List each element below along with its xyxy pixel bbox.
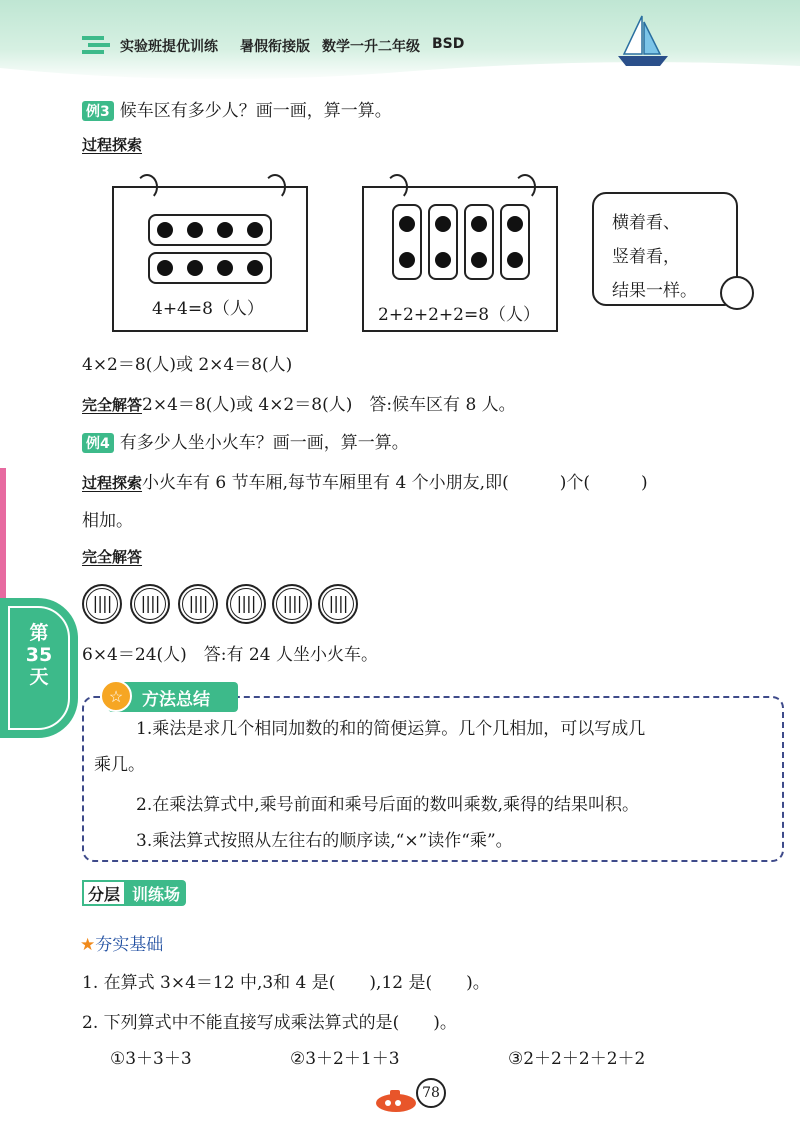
example3-answer-line (82, 390, 516, 415)
day-tab-label: 第35天 (25, 622, 53, 688)
tip-line-2: 竖着看， (612, 247, 680, 267)
board1-row-group-1 (148, 214, 272, 246)
passenger-group-coin: |||| (272, 584, 312, 624)
series-logo-icon (82, 34, 116, 54)
calendar-board-1 (112, 186, 308, 332)
person-dot (471, 252, 487, 268)
person-dot (507, 216, 523, 232)
board2-equation: 2+2+2+2=8（人） (378, 305, 541, 325)
board2-col-group (428, 204, 458, 280)
passenger-group-coin: |||| (130, 584, 170, 624)
person-dot (399, 252, 415, 268)
practice-section (80, 930, 163, 955)
practice-section-label: 夯实基础 (95, 935, 164, 955)
method-point-2: 2.在乘法算式中,乘号前面和乘号后面的数叫乘数,乘得的结果叫积。 (136, 795, 640, 815)
method-point-3: 3.乘法算式按照从左往右的顺序读,“×”读作“乘”。 (136, 831, 513, 851)
star-icon: ☆ (100, 680, 132, 712)
practice-title-a: 分层 (82, 880, 126, 906)
practice-title-b: 训练场 (126, 880, 186, 906)
passenger-group-coin: |||| (178, 584, 218, 624)
person-dot (157, 260, 173, 276)
example4-process-label: 过程探索 (82, 474, 143, 492)
tip-line-1: 横着看、 (612, 213, 680, 233)
example4-tag: 例4 (82, 433, 114, 453)
example3-question-line (82, 96, 392, 121)
header-wave (0, 50, 800, 90)
board2-ring-right (514, 174, 536, 200)
board2-col-group (500, 204, 530, 280)
board1-ring-left (136, 174, 158, 200)
person-dot (435, 216, 451, 232)
person-dot (399, 216, 415, 232)
person-dot (435, 252, 451, 268)
method-summary-title: 方法总结 (108, 682, 238, 712)
q2-option-3: ③2＋2＋2＋2＋2 (508, 1049, 646, 1069)
person-dot (217, 222, 233, 238)
header-publisher: BSD (432, 36, 465, 52)
board1-row-group-2 (148, 252, 272, 284)
person-dot (187, 260, 203, 276)
board2-ring-left (386, 174, 408, 200)
calendar-board-2 (362, 186, 558, 332)
board2-col-group (392, 204, 422, 280)
person-dot (187, 222, 203, 238)
header-subject: 数学一升二年级 (322, 39, 420, 55)
person-dot (247, 222, 263, 238)
board1-equation: 4+4=8（人） (152, 299, 264, 319)
person-dot (157, 222, 173, 238)
page-edge-stripe (0, 468, 6, 598)
question-2: 2. 下列算式中不能直接写成乘法算式的是( )。 (82, 1013, 457, 1033)
method-point-1a: 1.乘法是求几个相同加数的和的简便运算。几个几相加，可以写成几 (136, 719, 646, 739)
section-star-icon: ★ (80, 935, 96, 955)
tip-line-3: 结果一样。 (612, 281, 697, 301)
board2-col-group (464, 204, 494, 280)
tip-bubble (592, 192, 738, 306)
example4-process-text: 小火车有 6 节车厢,每节车厢里有 4 个小朋友,即( )个( ) (142, 473, 648, 493)
passenger-group-coin: |||| (226, 584, 266, 624)
q2-option-1: ①3＋3＋3 (110, 1049, 192, 1069)
header-edition: 暑假衔接版 (240, 39, 310, 55)
example3-equation-line: 4×2＝8(人)或 2×4＝8(人) (82, 355, 293, 375)
person-dot (217, 260, 233, 276)
bubble-tail-circle (720, 276, 754, 310)
sailboat-icon (612, 14, 672, 70)
submarine-icon (372, 1086, 420, 1114)
example3-answer: 2×4＝8(人)或 4×2＝8(人) 答:候车区有 8 人。 (142, 395, 516, 415)
person-dot (247, 260, 263, 276)
example3-question: 候车区有多少人？画一画，算一算。 (119, 101, 392, 121)
example4-process-line (82, 468, 648, 493)
practice-title (82, 880, 186, 906)
example4-answer: 6×4＝24(人) 答:有 24 人坐小火车。 (82, 645, 378, 665)
example4-process-text-cont: 相加。 (82, 511, 133, 531)
header-series: 实验班提优训练 (120, 39, 218, 55)
example3-answer-label: 完全解答 (82, 396, 143, 414)
passenger-group-coin: |||| (82, 584, 122, 624)
example4-question: 有多少人坐小火车？画一画，算一算。 (119, 433, 409, 453)
person-dot (471, 216, 487, 232)
board1-ring-right (264, 174, 286, 200)
example3-process-label: 过程探索 (82, 136, 143, 154)
q2-option-2: ②3＋2＋1＋3 (290, 1049, 400, 1069)
page-number: 78 (416, 1078, 446, 1108)
example4-answer-label: 完全解答 (82, 548, 143, 566)
tip-bubble-text (612, 206, 697, 308)
question-1: 1. 在算式 3×4＝12 中,3和 4 是( ),12 是( )。 (82, 973, 490, 993)
example4-question-line (82, 428, 409, 453)
method-point-1b: 乘几。 (94, 755, 145, 775)
example3-tag: 例3 (82, 101, 114, 121)
person-dot (507, 252, 523, 268)
passenger-group-coin: |||| (318, 584, 358, 624)
